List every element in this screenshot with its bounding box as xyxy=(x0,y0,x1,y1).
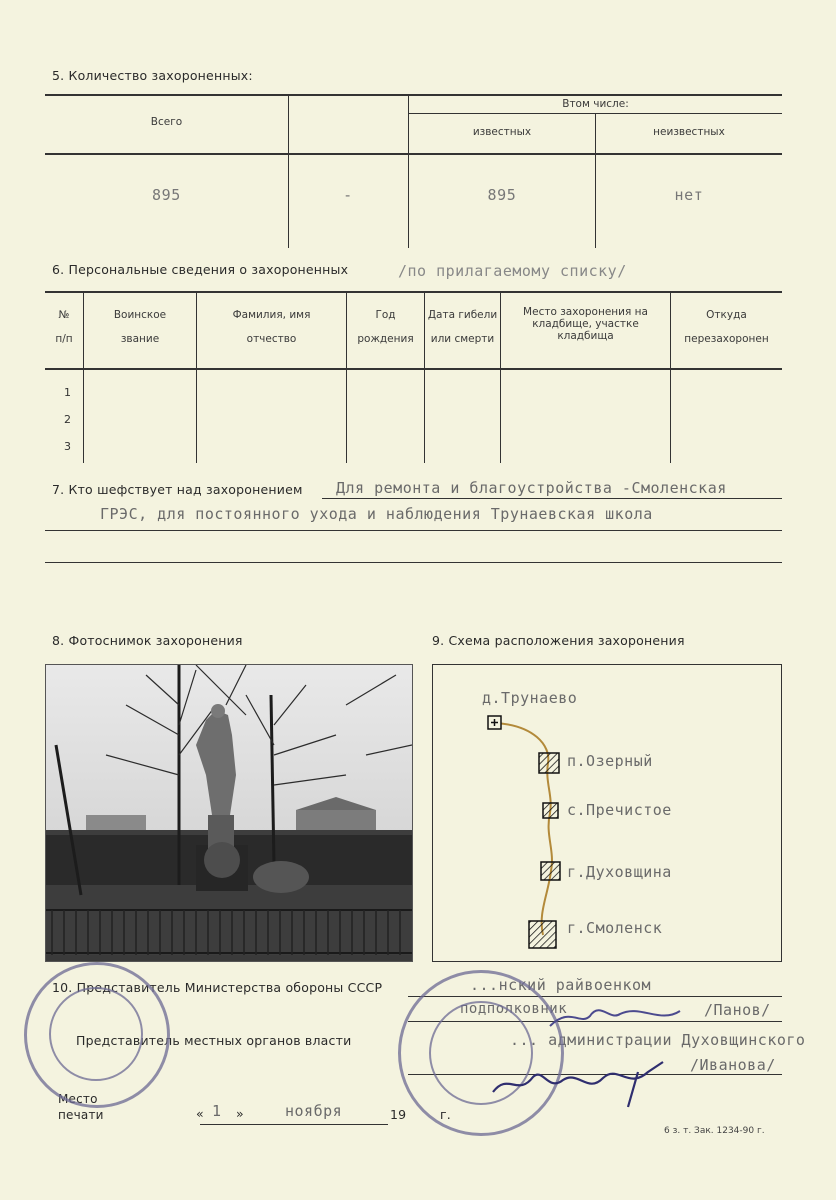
col-total-header: Всего xyxy=(150,116,183,128)
stamp-place-label-2: печати xyxy=(58,1108,104,1122)
rep-local-value: ... администрации Духовщинского xyxy=(510,1031,806,1049)
rep-local-sign: /Иванова/ xyxy=(690,1056,776,1074)
date-close-quote: » xyxy=(236,1106,244,1121)
hdr-rank: Воинское звание xyxy=(113,309,167,345)
date-open-quote: « xyxy=(196,1106,204,1121)
place-prechistoe: с.Пречистое xyxy=(567,801,672,819)
section6-note: /по прилагаемому списку/ xyxy=(398,262,627,280)
date-month: ноября xyxy=(285,1102,343,1120)
row-number: 3 xyxy=(64,440,71,453)
value-mid: - xyxy=(343,186,353,204)
date-year: 19 xyxy=(390,1107,407,1122)
date-suffix: г. xyxy=(440,1107,451,1122)
value-unknown: нет xyxy=(674,186,704,204)
place-ozerny: п.Озерный xyxy=(567,752,653,770)
rep-mo-value: ...нский райвоенком xyxy=(470,976,652,994)
rep-mo-rank: подполковник xyxy=(460,1001,568,1017)
hdr-death-date: Дата гибели или смерти xyxy=(427,309,498,345)
rep-local-label: Представитель местных органов власти xyxy=(76,1033,352,1048)
rep-mo-sign: /Панов/ xyxy=(704,1001,771,1019)
signature-local xyxy=(488,1052,678,1112)
col-including-header: Втом числе: xyxy=(562,98,629,110)
hdr-burial-place: Место захоронения на кладбище, участке кладбища xyxy=(523,306,648,342)
col-unknown-header: неизвестных xyxy=(653,126,725,138)
section8-title: 8. Фотоснимок захоронения xyxy=(52,633,243,648)
col-known-header: известных xyxy=(472,126,532,138)
value-total: 895 xyxy=(152,186,181,204)
row-number: 2 xyxy=(64,413,71,426)
section7-title: 7. Кто шефствует над захоронением xyxy=(52,482,303,497)
section6-title: 6. Персональные сведения о захороненных xyxy=(52,262,349,277)
place-dukhovshchina: г.Духовщина xyxy=(567,863,672,881)
military-commissariat-seal xyxy=(24,962,170,1108)
section5-title: 5. Количество захороненных: xyxy=(52,68,253,83)
patron-line-1: Для ремонта и благоустройства -Смоленская xyxy=(336,479,727,497)
stamp-place-label-1: Место xyxy=(58,1092,98,1106)
patron-line-2: ГРЭС, для постоянного ухода и наблюдения Трунаевская школа xyxy=(100,505,653,523)
hdr-name: Фамилия, имя отчество xyxy=(232,309,311,345)
memorial-photo xyxy=(45,664,413,962)
place-trunaevo: д.Трунаево xyxy=(482,689,578,707)
hdr-reburied-from: Откуда перезахоронен xyxy=(684,309,769,345)
date-day: 1 xyxy=(212,1102,222,1120)
signature-mo xyxy=(540,996,700,1036)
row-number: 1 xyxy=(64,386,71,399)
section9-title: 9. Схема расположения захоронения xyxy=(432,633,685,648)
value-known: 895 xyxy=(487,186,517,204)
rep-mo-label: 10. Представитель Министерства обороны СССР xyxy=(52,980,383,995)
hdr-birth-year: Год рождения xyxy=(357,309,414,345)
print-info: 6 з. т. Зак. 1234-90 г. xyxy=(664,1126,765,1136)
hdr-num: № п/п xyxy=(55,309,73,345)
location-scheme xyxy=(432,664,782,962)
place-smolensk: г.Смоленск xyxy=(567,919,663,937)
